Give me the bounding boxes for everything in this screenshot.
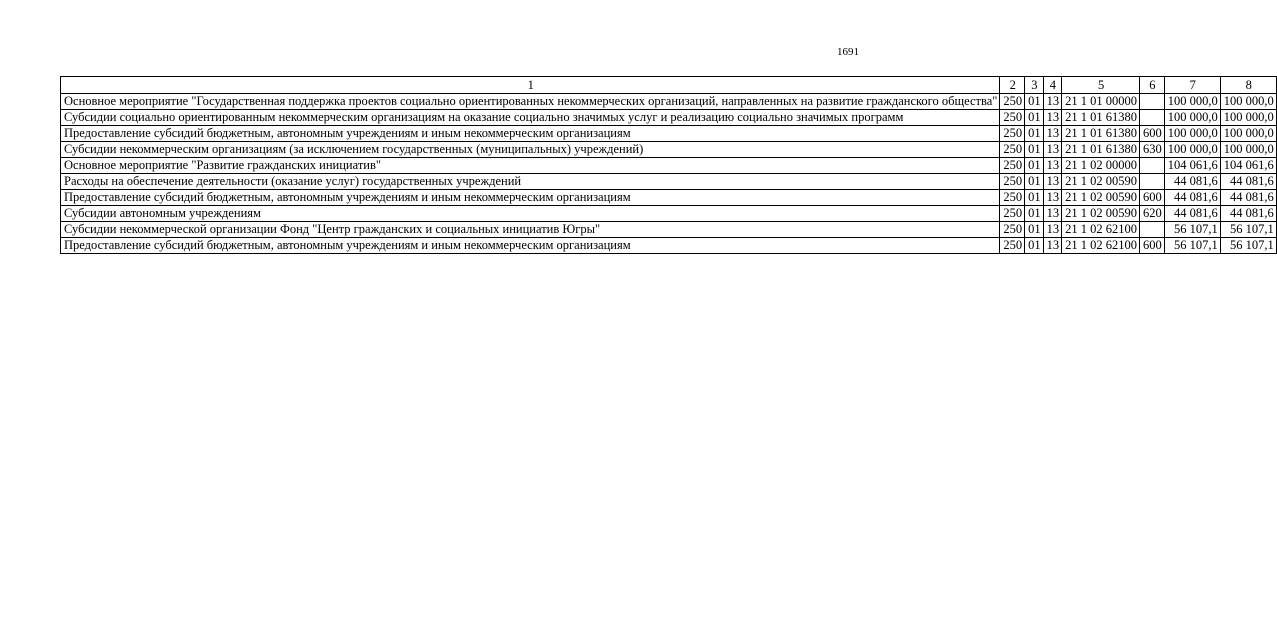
header-row xyxy=(61,77,1277,94)
row-col-6: 600 xyxy=(1140,126,1165,142)
row-col-6: 620 xyxy=(1140,206,1165,222)
table-row xyxy=(61,142,1277,158)
row-col-3: 01 xyxy=(1025,126,1044,142)
row-col-3: 01 xyxy=(1025,174,1044,190)
row-col-3: 01 xyxy=(1025,190,1044,206)
row-col-4: 13 xyxy=(1043,142,1062,158)
row-col-7: 100 000,0 xyxy=(1164,142,1220,158)
row-col-2: 250 xyxy=(1000,238,1025,254)
row-col-3: 01 xyxy=(1025,222,1044,238)
row-col-7: 56 107,1 xyxy=(1164,222,1220,238)
row-col-3: 01 xyxy=(1025,206,1044,222)
row-col-7: 100 000,0 xyxy=(1164,110,1220,126)
col-header-5: 5 xyxy=(1062,77,1140,94)
table-row xyxy=(61,126,1277,142)
row-col-8: 100 000,0 xyxy=(1220,110,1276,126)
table-row xyxy=(61,158,1277,174)
row-name: Субсидии некоммерческой организации Фонд "Центр гражданских и социальных инициатив Югры" xyxy=(61,222,1000,238)
row-name: Предоставление субсидий бюджетным, автономным учреждениям и иным некоммерческим организациям xyxy=(61,238,1000,254)
row-col-6 xyxy=(1140,222,1165,238)
row-col-8: 56 107,1 xyxy=(1220,238,1276,254)
page-number: 1691 xyxy=(837,46,859,58)
row-col-8: 104 061,6 xyxy=(1220,158,1276,174)
row-col-8: 100 000,0 xyxy=(1220,142,1276,158)
row-col-6: 630 xyxy=(1140,142,1165,158)
col-header-2: 2 xyxy=(1000,77,1025,94)
col-header-7: 7 xyxy=(1164,77,1220,94)
row-name: Субсидии автономным учреждениям xyxy=(61,206,1000,222)
row-col-2: 250 xyxy=(1000,110,1025,126)
table-row xyxy=(61,206,1277,222)
row-col-4: 13 xyxy=(1043,174,1062,190)
row-col-3: 01 xyxy=(1025,158,1044,174)
row-col-5: 21 1 01 61380 xyxy=(1062,126,1140,142)
row-name: Субсидии некоммерческим организациям (за исключением государственных (муниципальных) учреждений) xyxy=(61,142,1000,158)
row-col-8: 100 000,0 xyxy=(1220,94,1276,110)
row-col-6 xyxy=(1140,174,1165,190)
row-col-6: 600 xyxy=(1140,190,1165,206)
row-col-2: 250 xyxy=(1000,126,1025,142)
row-col-5: 21 1 01 61380 xyxy=(1062,110,1140,126)
row-col-2: 250 xyxy=(1000,222,1025,238)
table-body xyxy=(61,94,1277,254)
col-header-4: 4 xyxy=(1043,77,1062,94)
row-col-5: 21 1 02 00000 xyxy=(1062,158,1140,174)
row-name: Предоставление субсидий бюджетным, автономным учреждениям и иным некоммерческим организациям xyxy=(61,190,1000,206)
row-col-4: 13 xyxy=(1043,158,1062,174)
row-col-3: 01 xyxy=(1025,238,1044,254)
col-header-6: 6 xyxy=(1140,77,1165,94)
row-col-5: 21 1 02 00590 xyxy=(1062,174,1140,190)
table-row xyxy=(61,94,1277,110)
row-col-2: 250 xyxy=(1000,174,1025,190)
row-col-5: 21 1 02 62100 xyxy=(1062,238,1140,254)
row-col-5: 21 1 02 62100 xyxy=(1062,222,1140,238)
table-row xyxy=(61,238,1277,254)
row-col-5: 21 1 02 00590 xyxy=(1062,206,1140,222)
row-col-2: 250 xyxy=(1000,94,1025,110)
row-col-4: 13 xyxy=(1043,190,1062,206)
table-header xyxy=(61,77,1277,94)
row-col-7: 100 000,0 xyxy=(1164,126,1220,142)
row-col-4: 13 xyxy=(1043,126,1062,142)
row-col-6: 600 xyxy=(1140,238,1165,254)
row-col-7: 44 081,6 xyxy=(1164,174,1220,190)
row-col-7: 44 081,6 xyxy=(1164,190,1220,206)
row-col-8: 56 107,1 xyxy=(1220,222,1276,238)
row-col-5: 21 1 02 00590 xyxy=(1062,190,1140,206)
col-header-8: 8 xyxy=(1220,77,1276,94)
table-row xyxy=(61,174,1277,190)
row-col-3: 01 xyxy=(1025,94,1044,110)
row-col-6 xyxy=(1140,158,1165,174)
row-col-5: 21 1 01 00000 xyxy=(1062,94,1140,110)
row-name: Субсидии социально ориентированным некоммерческим организациям на оказание социально значимых услуг и реализацию социально значимых программ xyxy=(61,110,1000,126)
row-col-8: 100 000,0 xyxy=(1220,126,1276,142)
row-col-6 xyxy=(1140,94,1165,110)
row-col-8: 44 081,6 xyxy=(1220,190,1276,206)
budget-table xyxy=(60,76,1277,254)
col-header-1: 1 xyxy=(61,77,1000,94)
row-col-7: 100 000,0 xyxy=(1164,94,1220,110)
row-col-3: 01 xyxy=(1025,110,1044,126)
row-col-2: 250 xyxy=(1000,142,1025,158)
row-col-4: 13 xyxy=(1043,110,1062,126)
row-name: Расходы на обеспечение деятельности (оказание услуг) государственных учреждений xyxy=(61,174,1000,190)
table-row xyxy=(61,190,1277,206)
row-col-7: 104 061,6 xyxy=(1164,158,1220,174)
col-header-3: 3 xyxy=(1025,77,1044,94)
row-col-5: 21 1 01 61380 xyxy=(1062,142,1140,158)
row-col-3: 01 xyxy=(1025,142,1044,158)
row-col-8: 44 081,6 xyxy=(1220,206,1276,222)
row-col-2: 250 xyxy=(1000,190,1025,206)
table-row xyxy=(61,110,1277,126)
row-col-8: 44 081,6 xyxy=(1220,174,1276,190)
row-col-2: 250 xyxy=(1000,206,1025,222)
row-col-4: 13 xyxy=(1043,238,1062,254)
row-name: Основное мероприятие "Государственная поддержка проектов социально ориентированных некоммерческих организаций, направленных на развитие гражданского общества" xyxy=(61,94,1000,110)
row-col-4: 13 xyxy=(1043,94,1062,110)
row-col-6 xyxy=(1140,110,1165,126)
row-col-4: 13 xyxy=(1043,206,1062,222)
row-col-7: 44 081,6 xyxy=(1164,206,1220,222)
table-row xyxy=(61,222,1277,238)
row-name: Предоставление субсидий бюджетным, автономным учреждениям и иным некоммерческим организациям xyxy=(61,126,1000,142)
row-col-2: 250 xyxy=(1000,158,1025,174)
row-col-7: 56 107,1 xyxy=(1164,238,1220,254)
row-name: Основное мероприятие "Развитие гражданских инициатив" xyxy=(61,158,1000,174)
row-col-4: 13 xyxy=(1043,222,1062,238)
